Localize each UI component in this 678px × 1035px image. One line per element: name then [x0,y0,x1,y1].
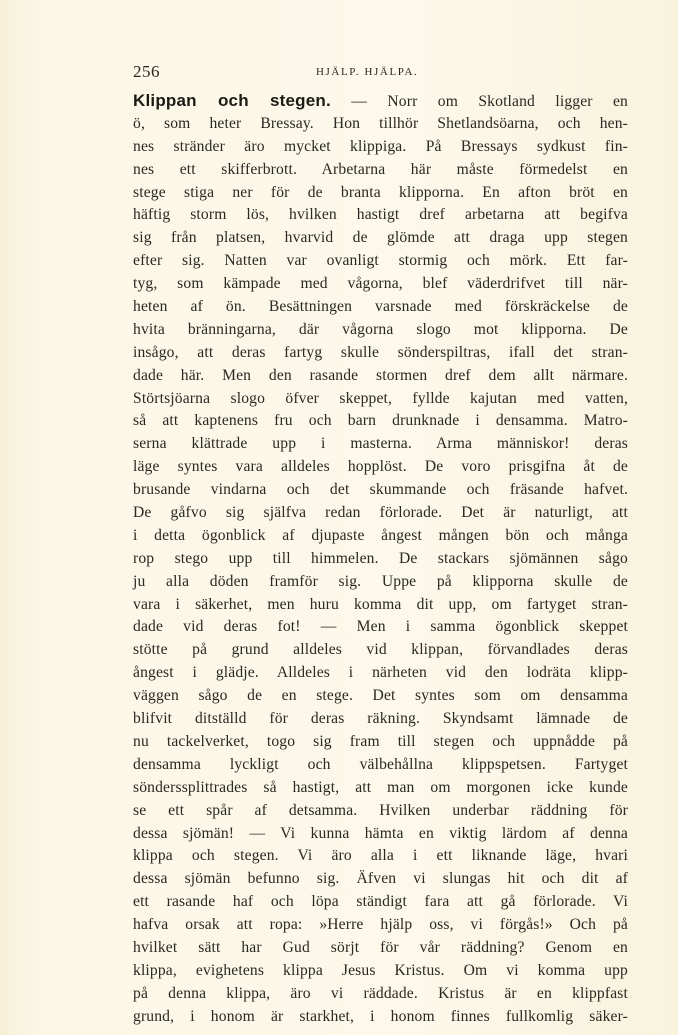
text-line: hafva orsak att ropa: »Herre hjälp oss, vi förgås!» Och på [133,916,628,934]
text-line: nes ett skifferbrott. Arbetarna här måste förmedelst en [133,160,628,178]
running-header [133,62,628,84]
text-line: dessa sjömän! — Vi kunna hämta en viktig lärdom af denna [133,824,628,842]
text-line: insågo, att deras fartyg skulle sönderspiltras, ifall det stran- [133,343,628,361]
text-line: på denna klippa, äro vi räddade. Kristus är en klippfast [133,984,628,1002]
text-line: stötte på grund alldeles vid klippan, förvandlades deras [133,641,628,659]
text-line: stege stiga ner för de branta klipporna. En afton bröt en [133,183,628,201]
running-title: HJÄLP. HJÄLPA. [316,66,419,78]
text-line: blifvit ditställd för deras räkning. Skyndsamt lämnade de [133,710,628,728]
article-heading: Klippan och stegen. [133,91,331,110]
text-line: häftig storm lös, hvilken hastigt dref arbetarna att begifva [133,206,628,224]
text-line: ö, som heter Bressay. Hon tillhör Shetlandsöarna, och hen- [133,114,628,132]
text-line-content: — Norr om Skotland ligger en [330,93,628,110]
page-number: 256 [133,62,160,81]
text-line: Störtsjöarna slogo öfver skeppet, fyllde kajutan med vatten, [133,389,628,407]
text-line: ju alla döden framför sig. Uppe på klipporna skulle de [133,572,628,590]
text-line: dessa sjömän befunno sig. Äfven vi slungas hit och dit af [133,870,628,888]
text-line: brusande vindarna och det skummande och fräsande hafvet. [133,481,628,499]
text-line: sönderssplittrades så hastigt, att man om morgonen icke kunde [133,778,628,796]
text-line: hvita bränningarna, där vågorna slogo mot klipporna. De [133,320,628,338]
text-line: vara i säkerhet, men huru komma dit upp, om fartyget stran- [133,595,628,613]
text-line: ångest i glädje. Alldeles i närheten vid den lodräta klipp- [133,664,628,682]
text-line: sig från platsen, hvarvid de glömde att draga upp stegen [133,229,628,247]
text-line: hvilket sätt har Gud sörjt för vår räddning? Genom en [133,938,628,956]
text-line: densamma lyckligt och välbehållna klippspetsen. Fartyget [133,755,628,773]
text-line: klippa och stegen. Vi äro alla i ett liknande läge, hvari [133,847,628,865]
text-line: tyg, som kämpade med vågorna, blef väderdrifvet till när- [133,275,628,293]
text-line: grund, i honom är starkhet, i honom finnes fullkomlig säker- [133,1007,628,1025]
text-line: väggen sågo de en stege. Det syntes som om densamma [133,687,628,705]
text-line [133,90,628,113]
text-line: klippa, evighetens klippa Jesus Kristus. Om vi komma upp [133,961,628,979]
text-line: heten af ön. Besättningen varsnade med förskräckelse de [133,298,628,316]
text-line: i detta ögonblick af djupaste ångest mången bön och många [133,526,628,544]
text-line: efter sig. Natten var ovanligt stormig och mörk. Ett far- [133,252,628,270]
text-line: dade vid deras fot! — Men i samma ögonblick skeppet [133,618,628,636]
text-line: rop stego upp till himmelen. De stackars sjömännen sågo [133,549,628,567]
text-line: se ett spår af detsamma. Hvilken underbar räddning för [133,801,628,819]
text-line: nes stränder äro mycket klippiga. På Bressays sydkust fin- [133,137,628,155]
text-line: serna klättrade upp i masterna. Arma människor! deras [133,435,628,453]
text-line: så att kaptenens fru och barn drunknade i densamma. Matro- [133,412,628,430]
text-line: läge syntes vara alldeles hopplöst. De voro prisgifna åt de [133,458,628,476]
article-body [133,90,628,1029]
text-line: dade här. Men den rasande stormen dref dem allt närmare. [133,366,628,384]
text-line: ett rasande haf och löpa ständigt fara att gå förlorade. Vi [133,893,628,911]
text-line: nu tackelverket, togo sig fram till stegen och uppnådde på [133,732,628,750]
text-line: De gåfvo sig själfva redan förlorade. Det är naturligt, att [133,504,628,522]
